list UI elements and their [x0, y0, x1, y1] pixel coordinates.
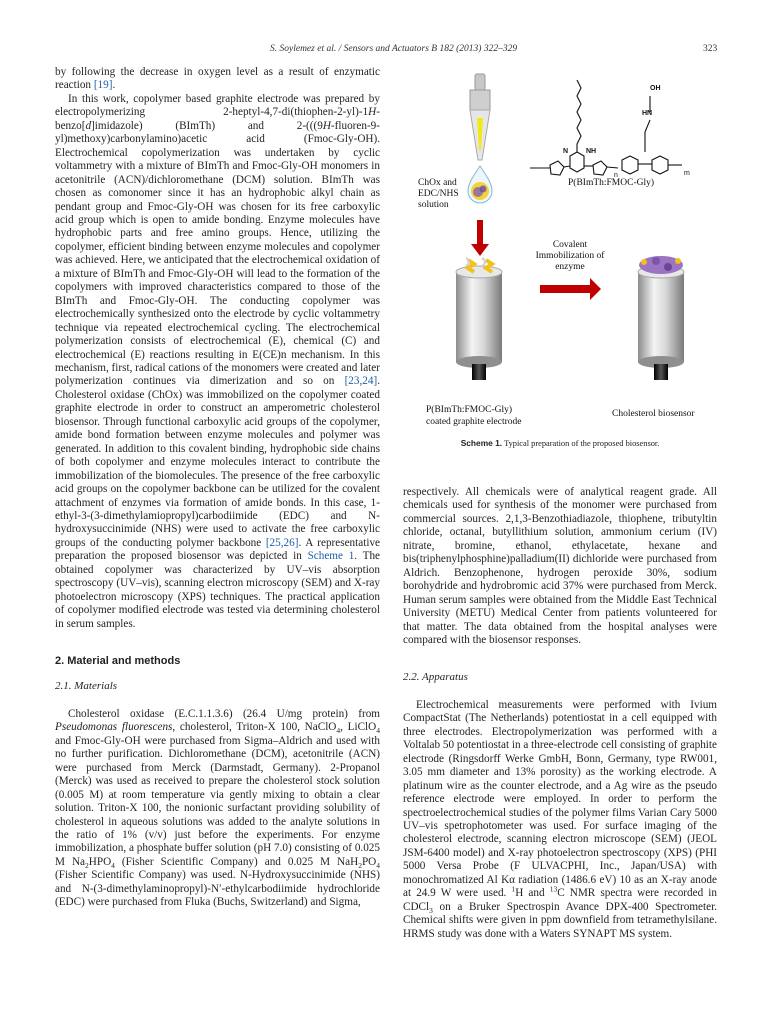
polymer-label: P(BImTh:FMOC-Gly)	[568, 178, 655, 188]
coated-electrode-label-line2: coated graphite electrode	[426, 417, 522, 427]
left-column	[55, 66, 380, 910]
chem-atom-oh: OH	[650, 85, 661, 92]
paragraph-this-work: In this work, copolymer based graphite electrode was prepared by electropolymerizing 2-heptyl-4,7-di(thiophen-2-yl)-1H-benzo[d]imidazole) (BImTh) and 2-(((9H-fluoren-9-yl)methoxy)carbonylamino)acetic acid (Fmoc-Gly-OH). Electrochemical copolymerization was undertaken by cyclic voltammetry with a mixture of BImTh and Fmoc-Gly-OH monomers in acetonitrile (ACN)/dichloromethane (DCM) solution. BImTh was chosen as comonomer since it has an hydrophobic alkyl chain as pendant group and Fmoc-Gly-OH was chosen for its free carboxylic acid group which is open to amide bonding. Enzyme molecules have hydrophobic parts and free amino groups. Hence, utilizing the copolymer, efficient binding between enzyme molecules and copolymer was achieved. Here, we anticipated that the electrochemical oxidation of a mixture of BImTh and Fmoc-Gly-OH will lead to the formation of the copolymers with improved characteristics compared to those of the BImTh and Fmoc-Gly-OH. The conducting copolymer was electrochemically synthesized onto the electrode by cyclic voltammetry technique via repeated electrochemical cycling. The electrochemical polymerization consists of electrochemical (E), chemical (C) and electrochemical (E) reactions resulting in E(CE)n mechanism. In this mechanism, first, radical cations of the monomers were created and later polymerization continues via dimerization and so on [23,24]. Cholesterol oxidase (ChOx) was immobilized on the copolymer coated graphite electrode in order to construct an amperometric cholesterol biosensor. Through functional carboxylic acid groups of the copolymer, amide bond formation between enzyme molecules and polymer was generated. In addition to this covalent binding, hydrophobic side chains of both copolymer and enzyme molecules interact to contribute the immobilization of the biomolecules. The presence of the free carboxylic acid groups on the copolymer backbone can be utilized for the covalent attachment of enzymes via formation of amide bonds. In this case, 1-ethyl-3-(3-dimethylamiopropyl)carbodiimide (EDC) and N-hydroxysuccinimide (NHS) were used to activate the free carboxylic groups of the conducting polymer backbone [25,26]. A representative preparation the proposed biosensor was depicted in Scheme 1. The obtained copolymer was characterized by UV–vis absorption spectroscopy (UV–vis), scanning electron microscopy (SEM) and X-ray photoelectron microscopy (XPS) techniques. The practical application of copolymer modified electrode was tested via determining cholesterol in serum samples.	[55, 92, 381, 630]
chem-atom-nh: NH	[586, 148, 597, 155]
chem-atom-hn: HN	[642, 110, 653, 117]
section-heading: 2. Material and methods	[55, 655, 181, 668]
biosensor-label: Cholesterol biosensor	[612, 409, 695, 419]
right-column	[403, 486, 717, 941]
paragraph-intro-end: by following the decrease in oxygen level as a result of enzymatic reaction [19].	[55, 66, 380, 92]
coated-electrode-icon	[456, 258, 502, 380]
paragraph-apparatus: Electrochemical measurements were performed with Ivium CompactStat (The Netherlands) potentiostat in a cell equipped with three electrodes. Electropolymerization was performed with a Voltalab 50 potentiostat in a three-electrode cell consisting of graphite electrode (Ringsdorff Werke GmbH, Bonn, Germany, type RW001, 3.05 mm diameter and 13% porosity) as the working electrode. A platinum wire as the counter electrode, and a Ag wire as the pseudo reference electrode were employed. In order to perform the spectroelectrochemical studies of the polymer films Varian Cary 5000 UV–vis spetrophotometer was used. For surface imaging of the cholesterol electrode, scanning electron microscope (SEM) (JEOL JSM-6400 model) and X-ray photoelectron spectroscopy (XPS) (PHI 5000 Versa Probe (F ULVACPHI, Inc., Japan/USA) with monochromatized Al Kα radiation (1486.6 eV) 10 as an X-ray anode at 24.9 W were used. $^1$H and $^{13}$C NMR spectra were recorded in CDCl$_3$ on a Bruker Spectrospin Avance DPX-400 Spectrometer. Chemical shifts were given in ppm downfield from tetramethylsilane. HRMS study was done with a Waters SYNAPT MS system.	[403, 698, 717, 940]
citation-link[interactable]: [23,24]	[344, 375, 378, 388]
coated-electrode-label-line1: P(BImTh:FMOC-Gly)	[426, 405, 513, 415]
journal-citation: S. Soylemez et al. / Sensors and Actuators B 182 (2013) 322–329	[270, 44, 518, 54]
citation-link[interactable]: [19]	[93, 79, 113, 92]
figure-caption: Scheme 1. Typical preparation of the proposed biosensor.	[460, 438, 660, 448]
pipette-icon	[468, 74, 492, 203]
covalent-immobilization-label: Covalent Immobilization of enzyme	[535, 240, 605, 272]
scheme-figure	[400, 60, 720, 460]
caption-label: Scheme 1.	[460, 438, 503, 448]
right-arrow-icon	[540, 278, 601, 300]
paragraph-materials: Cholesterol oxidase (E.C.1.1.3.6) (26.4 U/mg protein) from Pseudomonas fluorescens, cholesterol, Triton-X 100, NaClO$_4$, LiClO$_4$ and Fmoc-Gly-OH were purchased from Sigma–Aldrich and used with no further purification. Dichloromethane (DCM), acetonitrile (ACN) were purchased from Merck (Darmstadt, Germany). 2-Propanol (Merck) was used as received to prepare the cholesterol stock solution (0.005 M) at room temperature via gently mixing to obtain a clear solution. Triton-X 100, the nonionic surfactant providing solubility of cholesterol in aqueous solutions was added to the analyte solutions in the ratio of 1% (v/v) just before the experiments. For enzyme immobilization, a phosphate buffer solution (pH 7.0) consisting of 0.025 M $Na_2HPO_4$ (Fisher Scientific Company) and 0.025 M $NaH_2PO_4$ (Fisher Scientific Company) was used. N-Hydroxysuccinimide (NHS) and N-(3-dimethylaminopropyl)-N′-ethylcarbodiimide hydrochloride (EDC) were purchased from Fluka (Buchs, Switzerland) and Sigma,	[55, 707, 380, 909]
running-head	[0, 44, 768, 58]
solution-label: ChOx and EDC/NHS solution	[418, 178, 459, 210]
down-arrow-icon	[471, 220, 489, 256]
polymer-structure-diagram	[530, 80, 682, 175]
citation-link[interactable]: [25,26]	[265, 536, 299, 549]
chem-atom-n: N	[563, 148, 569, 155]
subsection-heading: 2.1. Materials	[55, 680, 118, 693]
biosensor-electrode-icon	[638, 256, 684, 380]
subsection-heading: 2.2. Apparatus	[403, 671, 468, 684]
chem-subscript-n: n	[614, 172, 618, 179]
scheme-link[interactable]: Scheme 1	[307, 550, 355, 563]
page-number: 323	[703, 44, 718, 54]
paragraph-chemicals: respectively. All chemicals were of analytical reagent grade. All chemicals used for synthesis of the monomer were purchased from commercial sources. 2,1,3-Benzothiadiazole, thiophene, tributyltin chloride, octanal, butyllithium solution, ammonium cerium (IV) nitrate, bromine, ethanol, ethylacetate, hexane and bis(triphenylphosphine)palladium(II) dichloride were purchased from Aldrich. Benzophenone, hydrogen peroxide 30%, sodium borohydride and hydrobromic acid 37% were purchased from Merck. Human serum samples were obtained from the Middle East Technical University (METU) Medical Center from patients volunteered for that matter. The data obtained from the hospital analyses were compared with the biosensor responses.	[403, 486, 717, 646]
chem-subscript-m: m	[684, 170, 690, 177]
